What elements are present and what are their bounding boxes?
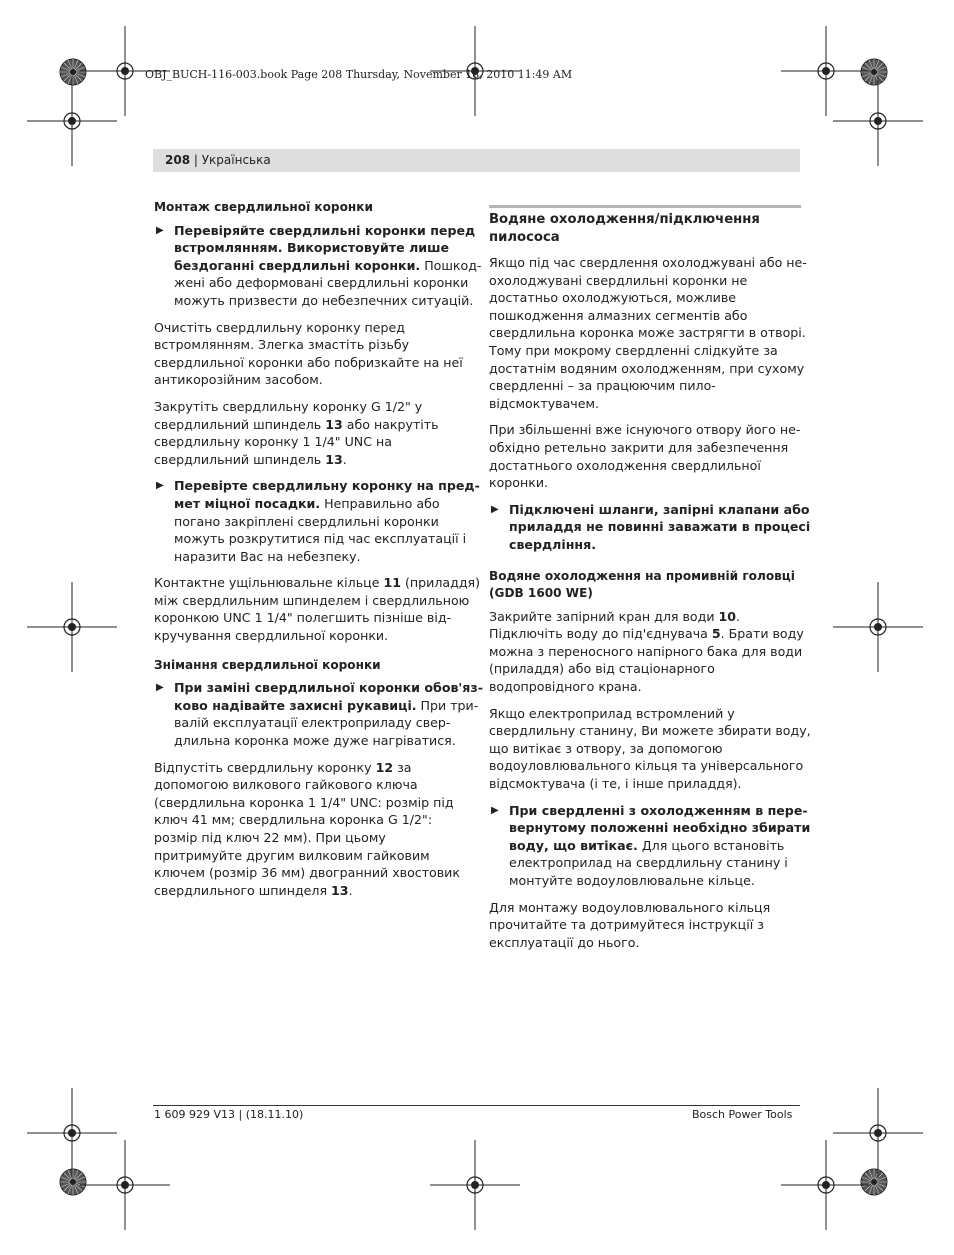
bullet-arrow-icon: ▶: [156, 224, 164, 236]
bullet-bold-text: бездоганні свердлильні коронки.: [174, 257, 421, 273]
page-header: [153, 149, 800, 172]
bullet-bold-text: приладдя не повинні заважати в процесі: [509, 519, 811, 535]
header-language: Українська: [201, 153, 271, 167]
bullet-bold-text: встромлянням. Використовуйте лише: [174, 240, 450, 256]
paragraph-clean-bit: [154, 319, 464, 389]
crosshair-lower-left: [27, 1088, 117, 1178]
text-line: коронки.: [489, 475, 549, 491]
registration-rose-top-left: [60, 59, 86, 85]
footer-brand: Bosch Power Tools: [692, 1108, 793, 1121]
paragraph-close-valve: [489, 608, 804, 696]
bullet-text: електроприлад на свердлильну станину і: [509, 855, 788, 871]
header-separator: |: [190, 153, 202, 167]
warning-bullet-overhead-drilling: [489, 802, 811, 890]
section-title-remove: Знімання свердлильної коронки: [154, 657, 381, 672]
text-line: (приладдя): [401, 575, 481, 591]
bullet-text: жені або деформовані свердлильні коронки: [174, 275, 469, 291]
crosshair-bottom-center: [430, 1140, 520, 1230]
part-number: 12: [375, 759, 394, 775]
bullet-arrow-icon: ▶: [156, 480, 164, 492]
paragraph-screw-bit: [154, 398, 464, 468]
text-line: .: [342, 451, 347, 467]
part-number: 5: [711, 626, 721, 642]
bullet-arrow-icon: ▶: [491, 503, 499, 515]
crosshair-mid-left: [27, 582, 117, 672]
text-line: свердлильного шпинделя: [154, 882, 332, 898]
text-line: охолоджувані свердлильні коронки не: [489, 272, 748, 288]
text-line: свердлильний шпиндель: [154, 451, 326, 467]
bullet-bold-text: ково надівайте захисні рукавиці.: [174, 697, 417, 713]
text-line: Відпустіть свердлильну коронку: [154, 759, 376, 775]
text-line: ключем (розмір 36 мм) двогранний хвостовик: [154, 865, 460, 881]
text-line: або накрутіть: [342, 416, 439, 432]
bullet-text: Пошкод-: [420, 257, 482, 273]
text-line: розмір під ключ 22 мм). При цьому: [154, 830, 386, 845]
text-line: водоуловлювального кільця та універсального: [489, 758, 804, 774]
bullet-text: длильна коронка може дуже нагріватися.: [174, 733, 456, 749]
text-line: достатнього охолодження свердлильної: [489, 457, 761, 473]
part-number: 13: [325, 416, 343, 432]
bullet-bold-text: Перевіряйте свердлильні коронки перед: [174, 222, 476, 238]
text-line: свердленні – за працюючим пило-: [489, 378, 716, 394]
text-line: .: [348, 882, 353, 898]
text-line: Закрийте запірний кран для води: [489, 608, 719, 624]
bullet-bold-text: При заміні свердлильної коронки обов'яз-: [174, 680, 483, 696]
text-line: свердлильний шпиндель: [154, 416, 326, 432]
subheading-line: Водяне охолодження на промивній головці: [489, 568, 795, 583]
warning-bullet-check-bits: [154, 222, 482, 310]
text-line: експлуатації до нього.: [489, 934, 640, 950]
right-column: [489, 205, 811, 960]
text-line: Якщо електроприлад встромлений у: [489, 705, 735, 721]
text-line: Закрутіть свердлильну коронку G 1/2" у: [154, 398, 423, 414]
paragraph-enlarging-hole: [489, 421, 801, 491]
bullet-text: Неправильно або: [320, 495, 440, 511]
crosshair-upper-right: [833, 76, 923, 166]
bullet-bold-text: вернутому положенні необхідно збирати: [509, 820, 811, 836]
crosshair-lower-right: [833, 1088, 923, 1178]
registration-rose-top-right: [861, 59, 887, 85]
bullet-text: можуть розкрутитися під час експлуатації і: [174, 531, 467, 547]
text-line: встромлянням. Злегка змастіть різьбу: [154, 337, 410, 353]
bullet-bold-text: Перевірте свердлильну коронку на пред-: [174, 478, 480, 494]
text-line: ключ 41 мм; свердлильна коронка G 1/2":: [154, 812, 433, 828]
text-line: можна з переносного напірного бака для води: [489, 643, 803, 659]
subheading-line: (GDB 1600 WE): [489, 586, 593, 601]
paragraph-sealing-ring: [154, 574, 481, 644]
bullet-text: погано закріплені свердлильні коронки: [174, 513, 439, 529]
heading-line: пилососа: [489, 230, 560, 245]
crosshair-mid-right: [833, 582, 923, 672]
bullet-text: Для цього встановіть: [637, 837, 785, 853]
text-line: Підключіть воду до під'єднувача: [489, 626, 712, 642]
text-line: .: [736, 608, 741, 624]
warning-bullet-gloves: [154, 679, 483, 749]
section-title-mount: Монтаж свердлильної коронки: [154, 200, 373, 214]
text-line: антикорозійним засобом.: [154, 372, 323, 388]
text-line: пошкодження алмазних сегментів або: [489, 307, 748, 323]
section-title-flushing-head: [489, 568, 801, 603]
text-line: між свердлильним шпинделем і свердлильною: [154, 592, 470, 608]
part-number: 11: [383, 575, 402, 591]
text-line: достатнім водяним охолодженням, при сухому: [489, 360, 805, 376]
footer-doc-id: 1 609 929 V13 | (18.11.10): [154, 1108, 304, 1121]
left-column: [154, 199, 483, 908]
text-line: (приладдя) або від стаціонарного: [489, 661, 715, 677]
part-number: 13: [325, 451, 343, 467]
text-line: Якщо під час свердлення охолоджувані або не-: [489, 255, 807, 270]
text-line: свердлильну коронку 1 1/4" UNC на: [154, 434, 392, 450]
text-line: що витікає з отвору, за допомогою: [489, 740, 723, 756]
warning-bullet-hoses: [489, 501, 811, 554]
bullet-text: При три-: [416, 697, 479, 713]
text-line: свердлильна коронка може застрягти в отворі.: [489, 325, 806, 341]
bullet-bold-text: Підключені шланги, запірні клапани або: [509, 501, 810, 517]
text-line: свердлильну станину, Ви можете збирати воду,: [489, 723, 811, 739]
part-number: 13: [331, 882, 349, 898]
text-line: . Брати воду: [720, 626, 804, 642]
text-line: свердлильної коронки або побризкайте на неї: [154, 354, 463, 370]
text-line: достатньо охолоджуються, можливе: [489, 290, 737, 306]
registration-rose-bottom-left: [60, 1169, 86, 1195]
paragraph-collection-ring: [489, 899, 801, 952]
bullet-text: валій експлуатації електроприладу свер-: [174, 715, 451, 731]
paragraph-loosen-bit: [154, 759, 464, 900]
paragraph-drill-stand: [489, 705, 811, 793]
bullet-text: монтуйте водоуловлювальне кільце.: [509, 873, 755, 888]
text-line: кручування свердлильної коронки.: [154, 628, 389, 644]
crosshair-bottom-left: [80, 1140, 170, 1230]
warning-bullet-check-fit: [154, 477, 480, 565]
text-line: за: [393, 759, 412, 775]
bullet-bold-text: воду, що витікає.: [509, 837, 638, 853]
text-line: прочитайте та дотримуйтеся інструкції з: [489, 917, 764, 933]
section-heading-water-cooling: [489, 205, 801, 247]
bullet-arrow-icon: ▶: [491, 804, 499, 816]
text-line: коронкою UNC 1 1/4" полегшить пізніше від-: [154, 610, 452, 626]
paragraph-cooling-intro: [489, 254, 807, 412]
bullet-bold-text: мет міцної посадки.: [174, 495, 321, 511]
crosshair-upper-left: [27, 76, 117, 166]
footer-divider: [153, 1105, 800, 1106]
text-line: обхідно ретельно закрити для забезпечення: [489, 439, 789, 455]
part-number: 10: [718, 608, 737, 624]
book-info-line: OBJ_BUCH-116-003.book Page 208 Thursday, November 18, 2010 11:49 AM: [145, 68, 573, 81]
crosshair-top-right: [781, 26, 871, 116]
header-text: [165, 153, 271, 167]
text-line: відсмоктувачем.: [489, 395, 599, 411]
text-line: притримуйте другим вилковим гайковим: [154, 847, 430, 863]
text-line: (свердлильна коронка 1 1/4" UNC: розмір під: [154, 794, 454, 810]
heading-line: Водяне охолодження/підключення: [489, 212, 760, 227]
text-line: Контактне ущільнювальне кільце: [154, 575, 384, 591]
text-line: Очистіть свердлильну коронку перед: [154, 319, 405, 335]
text-line: водопровідного крана.: [489, 679, 642, 695]
bullet-arrow-icon: ▶: [156, 682, 164, 694]
bullet-bold-text: свердління.: [509, 536, 596, 552]
text-line: допомогою вилкового гайкового ключа: [154, 777, 418, 793]
text-line: відсмоктувача (і те, і інше приладдя).: [489, 776, 742, 792]
bullet-text: можуть призвести до небезпечних ситуацій.: [174, 292, 474, 308]
bullet-bold-text: При свердленні з охолодженням в пере-: [509, 802, 808, 818]
registration-rose-bottom-right: [861, 1169, 887, 1195]
crosshair-bottom-right: [781, 1140, 871, 1230]
text-line: Для монтажу водоуловлювального кільця: [489, 899, 771, 915]
bullet-text: наразити Вас на небезпеку.: [174, 548, 361, 564]
page-number: 208: [165, 153, 191, 167]
text-line: При збільшенні вже існуючого отвору його не-: [489, 422, 801, 438]
text-line: Тому при мокрому свердленні слідкуйте за: [489, 342, 778, 358]
